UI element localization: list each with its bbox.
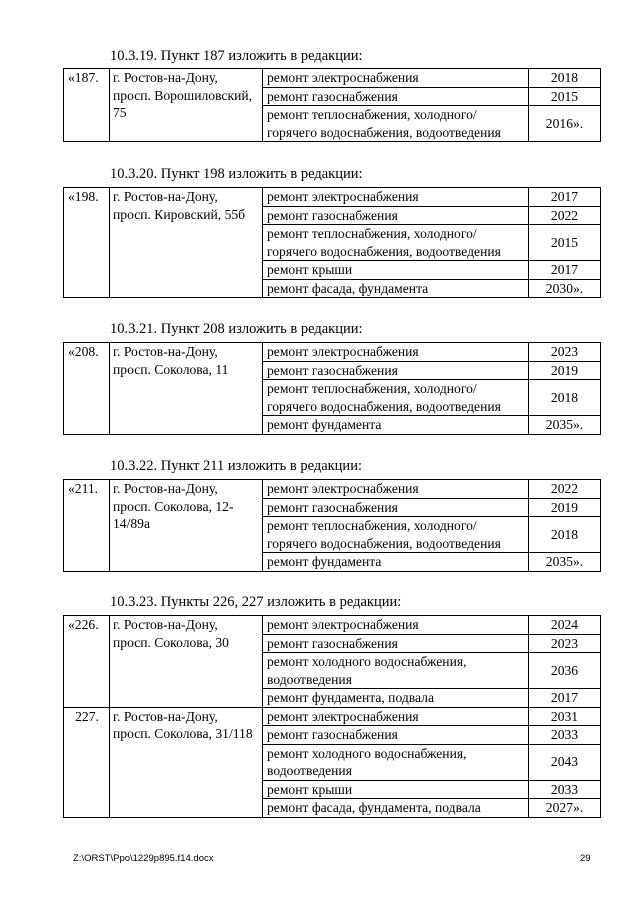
year-cell: 2015 bbox=[529, 225, 601, 261]
work-type-cell: ремонт крыши bbox=[263, 780, 529, 799]
year-cell: 2016». bbox=[529, 106, 601, 142]
work-type-cell: ремонт теплоснабжения, холодного/горячего водоснабжения, водоотведения bbox=[263, 517, 529, 553]
work-type-cell: ремонт фундамента bbox=[263, 416, 529, 435]
table-row bbox=[64, 707, 601, 726]
table-row bbox=[64, 616, 601, 635]
work-type-cell: ремонт электроснабжения bbox=[263, 707, 529, 726]
work-type-cell: ремонт холодного водоснабжения, водоотведения bbox=[263, 744, 529, 780]
year-cell: 2023 bbox=[529, 343, 601, 362]
year-cell: 2033 bbox=[529, 726, 601, 745]
amendment-table-208 bbox=[63, 342, 601, 435]
section-heading-226-227: 10.3.23. Пункты 226, 227 изложить в редакции: bbox=[110, 594, 402, 610]
table-row bbox=[64, 480, 601, 499]
work-type-cell: ремонт фасада, фундамента bbox=[263, 279, 529, 298]
year-cell: 2030». bbox=[529, 279, 601, 298]
year-cell: 2019 bbox=[529, 361, 601, 380]
work-type-cell: ремонт теплоснабжения, холодного/горячего водоснабжения, водоотведения bbox=[263, 225, 529, 261]
item-number: «187. bbox=[64, 69, 110, 142]
year-cell: 2033 bbox=[529, 780, 601, 799]
item-number: «226. bbox=[64, 616, 110, 708]
amendment-table-198 bbox=[63, 187, 601, 298]
work-type-cell: ремонт газоснабжения bbox=[263, 361, 529, 380]
year-cell: 2022 bbox=[529, 480, 601, 499]
work-type-cell: ремонт теплоснабжения, холодного/горячего водоснабжения, водоотведения bbox=[263, 106, 529, 142]
year-cell: 2017 bbox=[529, 689, 601, 708]
year-cell: 2018 bbox=[529, 517, 601, 553]
work-type-cell: ремонт электроснабжения bbox=[263, 188, 529, 207]
work-type-cell: ремонт электроснабжения bbox=[263, 616, 529, 635]
work-type-cell: ремонт электроснабжения bbox=[263, 343, 529, 362]
work-type-cell: ремонт электроснабжения bbox=[263, 69, 529, 88]
item-number: «211. bbox=[64, 480, 110, 572]
work-type-cell: ремонт газоснабжения bbox=[263, 206, 529, 225]
work-type-cell: ремонт холодного водоснабжения, водоотведения bbox=[263, 653, 529, 689]
year-cell: 2024 bbox=[529, 616, 601, 635]
amendment-table-226-227 bbox=[63, 615, 601, 818]
item-number: 227. bbox=[64, 707, 110, 817]
year-cell: 2017 bbox=[529, 261, 601, 280]
section-heading-198: 10.3.20. Пункт 198 изложить в редакции: bbox=[110, 166, 363, 182]
work-type-cell: ремонт крыши bbox=[263, 261, 529, 280]
work-type-cell: ремонт фасада, фундамента, подвала bbox=[263, 799, 529, 818]
item-number: «198. bbox=[64, 188, 110, 298]
section-heading-211: 10.3.22. Пункт 211 изложить в редакции: bbox=[110, 458, 362, 474]
work-type-cell: ремонт газоснабжения bbox=[263, 87, 529, 106]
footer-file-path: Z:\ORST\Ppo\1229p895.f14.docx bbox=[73, 853, 214, 864]
year-cell: 2043 bbox=[529, 744, 601, 780]
year-cell: 2018 bbox=[529, 69, 601, 88]
address-cell: г. Ростов-на-Дону, просп. Соколова, 12-14/89а bbox=[110, 480, 263, 572]
work-type-cell: ремонт электроснабжения bbox=[263, 480, 529, 499]
address-cell: г. Ростов-на-Дону, просп. Соколова, 11 bbox=[110, 343, 263, 435]
year-cell: 2027». bbox=[529, 799, 601, 818]
year-cell: 2018 bbox=[529, 380, 601, 416]
table-row bbox=[64, 69, 601, 88]
year-cell: 2017 bbox=[529, 188, 601, 207]
page-number: 29 bbox=[580, 853, 591, 864]
address-cell: г. Ростов-на-Дону, просп. Ворошиловский, 75 bbox=[110, 69, 263, 142]
work-type-cell: ремонт газоснабжения bbox=[263, 726, 529, 745]
year-cell: 2015 bbox=[529, 87, 601, 106]
work-type-cell: ремонт фундамента, подвала bbox=[263, 689, 529, 708]
year-cell: 2031 bbox=[529, 707, 601, 726]
year-cell: 2019 bbox=[529, 498, 601, 517]
address-cell: г. Ростов-на-Дону, просп. Соколова, 31/118 bbox=[110, 707, 263, 817]
year-cell: 2023 bbox=[529, 634, 601, 653]
year-cell: 2022 bbox=[529, 206, 601, 225]
address-cell: г. Ростов-на-Дону, просп. Соколова, 30 bbox=[110, 616, 263, 708]
work-type-cell: ремонт газоснабжения bbox=[263, 498, 529, 517]
work-type-cell: ремонт газоснабжения bbox=[263, 634, 529, 653]
year-cell: 2035». bbox=[529, 553, 601, 572]
item-number: «208. bbox=[64, 343, 110, 435]
amendment-table-211 bbox=[63, 479, 601, 572]
table-row bbox=[64, 343, 601, 362]
address-cell: г. Ростов-на-Дону, просп. Кировский, 55б bbox=[110, 188, 263, 298]
work-type-cell: ремонт теплоснабжения, холодного/горячего водоснабжения, водоотведения bbox=[263, 380, 529, 416]
section-heading-187: 10.3.19. Пункт 187 изложить в редакции: bbox=[110, 48, 363, 64]
amendment-table-187 bbox=[63, 68, 601, 142]
year-cell: 2035». bbox=[529, 416, 601, 435]
table-row bbox=[64, 188, 601, 207]
section-heading-208: 10.3.21. Пункт 208 изложить в редакции: bbox=[110, 321, 363, 337]
work-type-cell: ремонт фундамента bbox=[263, 553, 529, 572]
year-cell: 2036 bbox=[529, 653, 601, 689]
